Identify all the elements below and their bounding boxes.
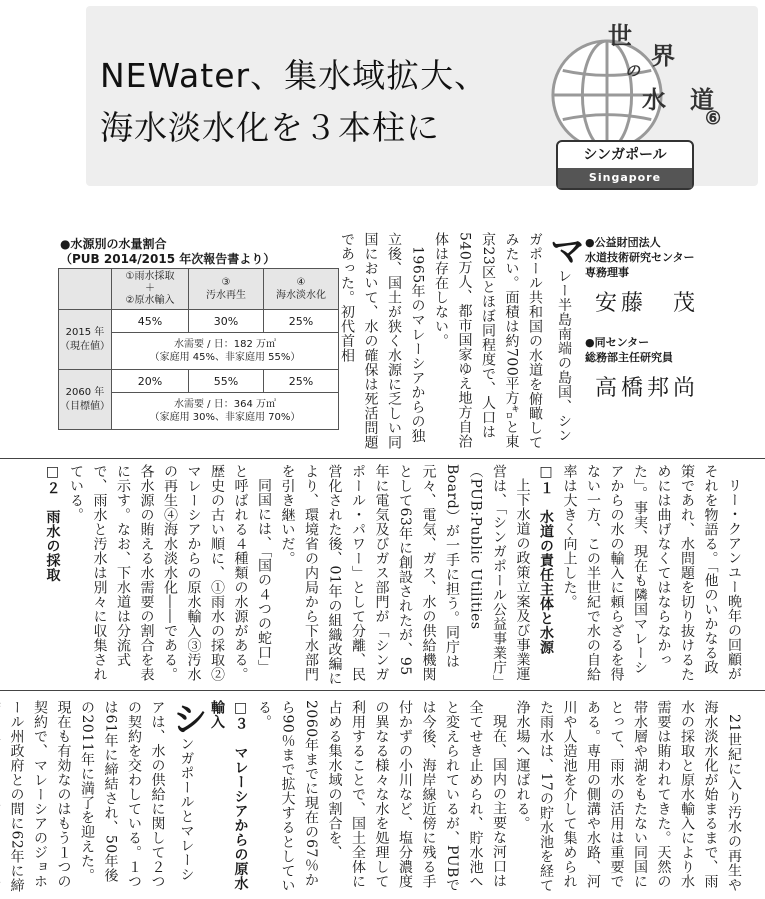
article-paragraph: 現在、国内の主要な河口は全てせき止められ、貯水池へと変えられているが、PUBでは今後、海岸線近傍に残る手付かずの小川など、塩分濃度の異なる様々な水を処理して利用することで、国土全体に占める集水域の割合を、2060年までに現在の67％から90％まで拡大するとしている。 [256, 700, 507, 893]
article-paragraph: 同国には、「国の４つの蛇口」と呼ばれる４種類の水源がある。歴史の古い順に、①雨水の採取②マレーシアからの原水輸入③汚水の再生④海水淡水化――である。各水源の賄える水需要の割合を表に示す。なお、下水道は分流式で、雨水と汚水は別々に収集されている。 [68, 464, 272, 682]
table-cell: 20% [112, 370, 189, 393]
water-source-table [58, 268, 339, 430]
article-lower [8, 700, 745, 895]
table-col-header: ③ 汚水再生 [189, 269, 264, 310]
series-title-char: 世 [608, 21, 632, 50]
article-middle [44, 464, 745, 686]
headline-line-1: NEWater、集水域拡大、 [100, 56, 489, 95]
article-paragraph: レー半島南端の島国、シンガポール共和国の水道を俯瞰してみたい。面積は約700平方㌔と東京23区とほぼ同程度で、人口は540万人、都市国家ゆえ地方自治体は存在しない。 [433, 232, 572, 450]
country-label [556, 140, 694, 190]
author-block [585, 235, 735, 420]
series-title-char: 道 [690, 85, 714, 114]
demand-note: （家庭用 30%、非家庭用 70%） [149, 412, 301, 423]
table-row [59, 310, 339, 333]
section-divider [0, 458, 765, 459]
headline-line-2: 海水淡水化を３本柱に [100, 108, 440, 147]
section-divider [0, 690, 765, 691]
section-heading: □１ 水道の責任主体と水源 [538, 464, 554, 655]
table-demand-cell [112, 393, 339, 430]
article-upper [337, 232, 585, 452]
article-paragraph: 1965年のマレーシアからの独立後、国土が狭く水源に乏しい同国において、水の確保は死活問題であった。初代首相 [339, 232, 426, 450]
series-title-char: の [625, 62, 641, 80]
table-cell: 30% [189, 310, 264, 333]
author-name: 高橋邦尚 [595, 376, 700, 401]
table-title [60, 237, 275, 267]
section-heading: □３ マレーシアからの原水輸入 [209, 700, 249, 891]
demand-text: 水需要 / 日：364 万㎥ [174, 399, 276, 410]
table-col-header: ①雨水採取 ＋ ②原水輸入 [112, 269, 189, 310]
table-col-header: ④ 海水淡水化 [264, 269, 339, 310]
table-row-label: 2015 年 （現在値） [59, 310, 112, 370]
table-cell: 55% [189, 370, 264, 393]
series-title-char: 界 [651, 41, 675, 70]
section-heading: □２ 雨水の採取 [44, 464, 61, 582]
table-demand-cell [112, 333, 339, 370]
article-paragraph: 上下水道の政策立案及び事業運営は、「シンガポール公益事業庁」（PUB:Public Utilities Board）が一手に担う。同庁は元々、電気、ガス、水の供給機関として63年に創設されたが、95年に電気及びガス部門が「シンガポール・パワー」として分離、民営化された後、01年の組織改編により、環境省の内局から下水部門を引き継いだ。 [279, 464, 531, 686]
demand-note: （家庭用 45%、非家庭用 55%） [149, 352, 301, 363]
article-headline [100, 50, 488, 154]
country-name-jp: シンガポール [583, 147, 667, 163]
table-cell: 25% [264, 370, 339, 393]
series-number: ⑥ [705, 108, 722, 129]
drop-cap: マ [544, 232, 585, 269]
author-org: ●同センター 総務部主任研究員 [585, 336, 673, 364]
article-paragraph: 21世紀に入り汚水の再生や海水淡水化が始まるまで、雨水の採取と原水輸入により水需要は賄われてきた。天然の帯水層や湖をもたない同国にとって、雨水の活用は重要である。専用の側溝や水路、河川や人造池を介して集められた雨水は、17の貯水池を経て浄水場へ運ばれる。 [514, 700, 742, 893]
table-corner [59, 269, 112, 310]
table-cell: 45% [112, 310, 189, 333]
country-name-en: Singapore [558, 168, 692, 188]
table-title-line: ●水源別の水量割合 [60, 237, 167, 251]
table-cell: 25% [264, 310, 339, 333]
article-paragraph: ンガポールとマレーシアは、水の供給に関して２つの契約を交わしている。１つは61年に締結され、50年後の2011年に満了を迎えた。現在も有効なのはもう１つの契約で、マレーシアのジョホール州政府との間に62年に締 [8, 700, 195, 893]
table-title-line: （PUB 2014/2015 年次報告書より） [60, 252, 276, 266]
drop-cap: シ [166, 700, 208, 737]
author-name: 安藤 茂 [595, 291, 700, 316]
article-paragraph: リー・クアンユー晩年の回顧がそれを物語る。「他のいかなる政策であれ、水問題を切り抜けるためには曲げなくてはならなかった」。事実、現在も隣国マレーシアからの水の輸入に頼らざるを得ない一方、この半世紀で水の自給率は大きく向上した。 [561, 464, 742, 682]
author-org: ●公益財団法人 水道技術研究センター 専務理事 [585, 236, 695, 279]
series-title-char: 水 [642, 85, 666, 114]
table-row-label: 2060 年 （目標値） [59, 370, 112, 430]
demand-text: 水需要 / 日：182 万㎥ [174, 339, 276, 350]
table-row [59, 370, 339, 393]
